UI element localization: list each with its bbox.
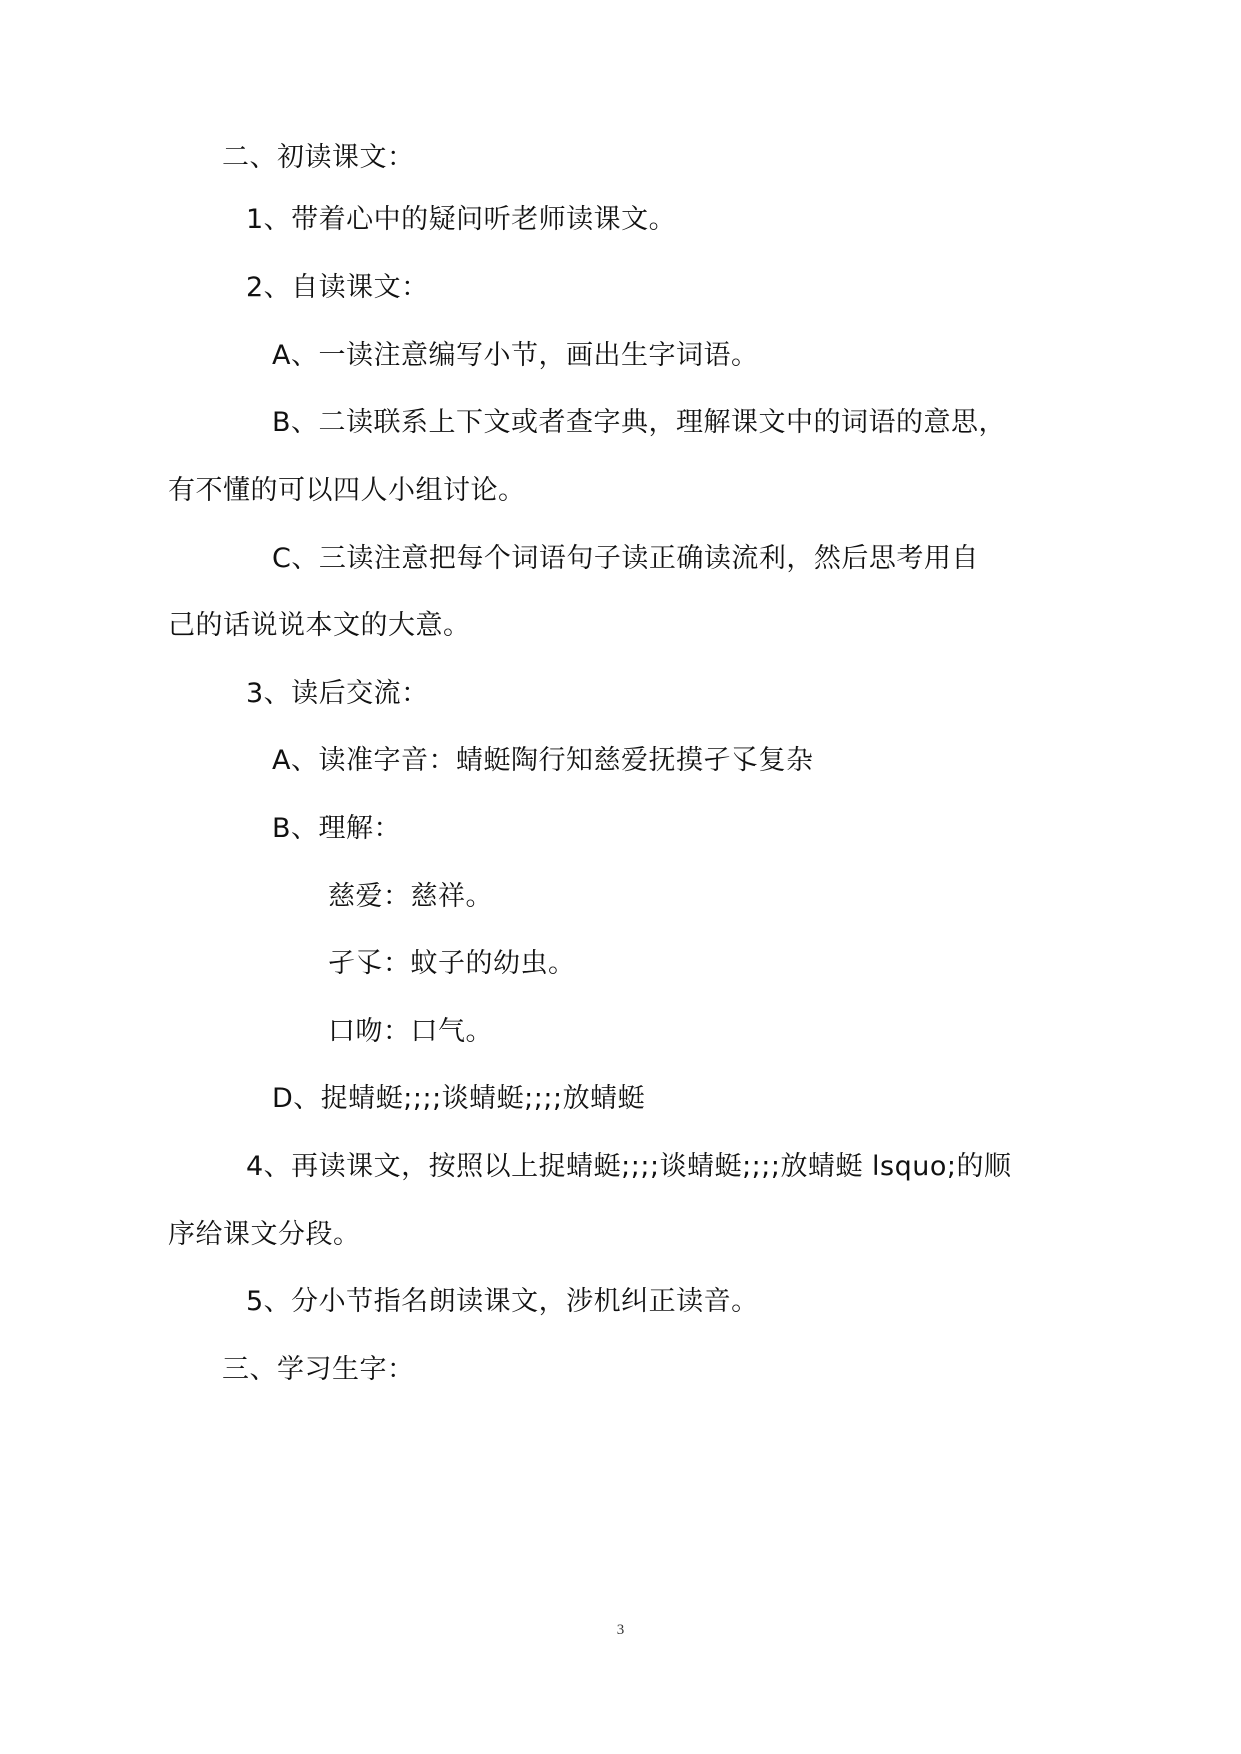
- step-2c-line1: C、三读注意把每个词语句子读正确读流利，然后思考用自: [272, 543, 979, 574]
- step-3d: D、捉蜻蜓;;;;谈蜻蜓;;;;放蜻蜓: [272, 1083, 646, 1114]
- step-2a: A、一读注意编写小节，画出生字词语。: [272, 340, 759, 371]
- step-2b-line1: B、二读联系上下文或者查字典，理解课文中的词语的意思，: [272, 407, 1007, 438]
- step-2: 2、自读课文：: [246, 272, 429, 303]
- step-4-line2: 序给课文分段。: [168, 1219, 361, 1250]
- word-definition: 孑孓：蚊子的幼虫。: [328, 948, 576, 979]
- word-definition: 慈爱：慈祥。: [328, 881, 493, 912]
- step-3a: A、读准字音：蜻蜓陶行知慈爱抚摸孑孓复杂: [272, 745, 814, 776]
- section-heading-3: 三、学习生字：: [222, 1354, 415, 1385]
- step-5: 5、分小节指名朗读课文，涉机纠正读音。: [246, 1286, 759, 1317]
- step-4-line1: 4、再读课文，按照以上捉蜻蜓;;;;谈蜻蜓;;;;放蜻蜓 lsquo;的顺: [246, 1151, 1012, 1182]
- word-definition: 口吻：口气。: [328, 1016, 493, 1047]
- step-2c-line2: 己的话说说本文的大意。: [168, 610, 471, 641]
- step-1: 1、带着心中的疑问听老师读课文。: [246, 204, 677, 235]
- section-heading-2: 二、初读课文：: [222, 142, 415, 173]
- step-3: 3、读后交流：: [246, 678, 429, 709]
- step-3b: B、理解：: [272, 813, 402, 844]
- page-number: 3: [616, 1622, 625, 1638]
- step-2b-line2: 有不懂的可以四人小组讨论。: [168, 475, 526, 506]
